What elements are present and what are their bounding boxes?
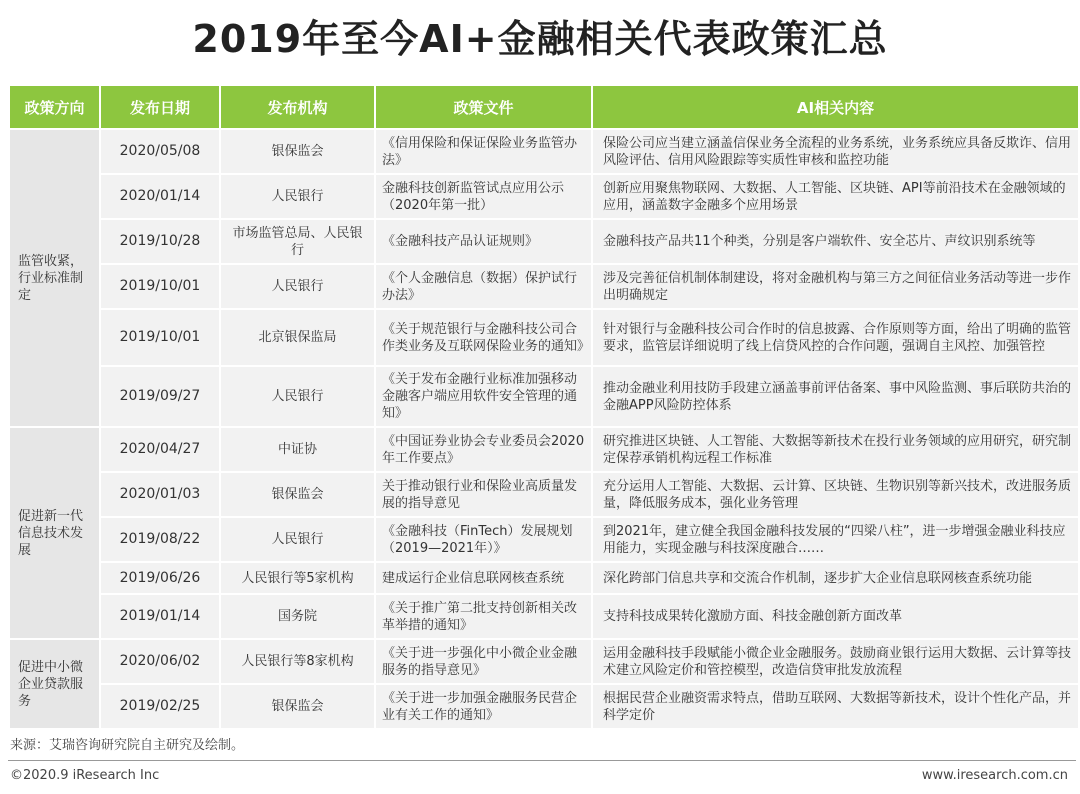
content-cell: 支持科技成果转化激励方面、科技金融创新方面改革 [593, 595, 1078, 638]
date-cell: 2019/10/01 [101, 265, 219, 308]
content-cell: 研究推进区块链、人工智能、大数据等新技术在投行业务领域的应用研究，研究制定保荐承销机构远程工作标准 [593, 428, 1078, 471]
date-cell: 2020/05/08 [101, 130, 219, 173]
document-cell: 《个人金融信息（数据）保护试行办法》 [376, 265, 591, 308]
date-cell: 2019/09/27 [101, 367, 219, 426]
agency-cell: 市场监管总局、人民银行 [221, 220, 374, 263]
agency-cell: 人民银行 [221, 518, 374, 561]
header-policy-document: 政策文件 [376, 86, 591, 128]
content-cell: 推动金融业利用技防手段建立涵盖事前评估备案、事中风险监测、事后联防共治的金融APP风险防控体系 [593, 367, 1078, 426]
content-cell: 涉及完善征信机制体制建设，将对金融机构与第三方之间征信业务活动等进一步作出明确规定 [593, 265, 1078, 308]
content-cell: 充分运用人工智能、大数据、云计算、区块链、生物识别等新兴技术，改进服务质量，降低服务成本，强化业务管理 [593, 473, 1078, 516]
document-cell: 金融科技创新监管试点应用公示（2020年第一批） [376, 175, 591, 218]
agency-cell: 中证协 [221, 428, 374, 471]
content-cell: 根据民营企业融资需求特点，借助互联网、大数据等新技术，设计个性化产品，并科学定价 [593, 685, 1078, 728]
document-cell: 《金融科技（FinTech）发展规划（2019—2021年）》 [376, 518, 591, 561]
header-issuing-agency: 发布机构 [221, 86, 374, 128]
agency-cell: 人民银行等8家机构 [221, 640, 374, 683]
table-row [10, 265, 1078, 308]
document-cell: 《关于进一步加强金融服务民营企业有关工作的通知》 [376, 685, 591, 728]
table-row [10, 367, 1078, 426]
document-cell: 《关于进一步强化中小微企业金融服务的指导意见》 [376, 640, 591, 683]
date-cell: 2020/01/14 [101, 175, 219, 218]
website-text: www.iresearch.com.cn [921, 768, 1068, 783]
source-note: 来源：艾瑞咨询研究院自主研究及绘制。 [10, 738, 245, 753]
table-row [10, 310, 1078, 365]
agency-cell: 北京银保监局 [221, 310, 374, 365]
page-title: 2019年至今AI+金融相关代表政策汇总 [192, 17, 888, 61]
date-cell: 2020/06/02 [101, 640, 219, 683]
agency-cell: 人民银行 [221, 175, 374, 218]
table-row [10, 473, 1078, 516]
agency-cell: 人民银行 [221, 367, 374, 426]
date-cell: 2019/01/14 [101, 595, 219, 638]
document-cell: 关于推动银行业和保险业高质量发展的指导意见 [376, 473, 591, 516]
date-cell: 2019/10/01 [101, 310, 219, 365]
agency-cell: 银保监会 [221, 130, 374, 173]
header-policy-direction: 政策方向 [10, 86, 99, 128]
table-row [10, 685, 1078, 728]
document-cell: 《关于发布金融行业标准加强移动金融客户端应用软件安全管理的通知》 [376, 367, 591, 426]
table-header-row [10, 86, 1078, 128]
policy-table [8, 84, 1080, 730]
table-row [10, 130, 1078, 173]
document-cell: 《金融科技产品认证规则》 [376, 220, 591, 263]
date-cell: 2019/02/25 [101, 685, 219, 728]
date-cell: 2020/04/27 [101, 428, 219, 471]
table-row [10, 563, 1078, 593]
table-row [10, 175, 1078, 218]
content-cell: 金融科技产品共11个种类，分别是客户端软件、安全芯片、声纹识别系统等 [593, 220, 1078, 263]
document-cell: 《关于推广第二批支持创新相关改革举措的通知》 [376, 595, 591, 638]
content-cell: 创新应用聚焦物联网、大数据、人工智能、区块链、API等前沿技术在金融领域的应用，涵盖数字金融多个应用场景 [593, 175, 1078, 218]
header-release-date: 发布日期 [101, 86, 219, 128]
agency-cell: 银保监会 [221, 685, 374, 728]
table-row [10, 220, 1078, 263]
copyright-text: ©2020.9 iResearch Inc [10, 768, 160, 783]
document-cell: 《关于规范银行与金融科技公司合作类业务及互联网保险业务的通知》 [376, 310, 591, 365]
document-cell: 《中国证券业协会专业委员会2020年工作要点》 [376, 428, 591, 471]
category-cell: 促进新一代信息技术发展 [10, 428, 99, 638]
date-cell: 2019/10/28 [101, 220, 219, 263]
footer-divider [8, 760, 1076, 761]
date-cell: 2020/01/03 [101, 473, 219, 516]
content-cell: 深化跨部门信息共享和交流合作机制，逐步扩大企业信息联网核查系统功能 [593, 563, 1078, 593]
content-cell: 保险公司应当建立涵盖信保业务全流程的业务系统，业务系统应具备反欺诈、信用风险评估、信用风险跟踪等实质性审核和监控功能 [593, 130, 1078, 173]
header-ai-content: AI相关内容 [593, 86, 1078, 128]
category-cell: 促进中小微企业贷款服务 [10, 640, 99, 728]
content-cell: 针对银行与金融科技公司合作时的信息披露、合作原则等方面，给出了明确的监管要求，监管层详细说明了线上信贷风控的合作问题，强调自主风控、加强管控 [593, 310, 1078, 365]
table-row [10, 428, 1078, 471]
table-row [10, 640, 1078, 683]
agency-cell: 人民银行等5家机构 [221, 563, 374, 593]
content-cell: 到2021年，建立健全我国金融科技发展的“四梁八柱”，进一步增强金融业科技应用能力，实现金融与科技深度融合…… [593, 518, 1078, 561]
category-cell: 监管收紧，行业标准制定 [10, 130, 99, 426]
date-cell: 2019/08/22 [101, 518, 219, 561]
table-row [10, 518, 1078, 561]
agency-cell: 银保监会 [221, 473, 374, 516]
table-row [10, 595, 1078, 638]
agency-cell: 人民银行 [221, 265, 374, 308]
date-cell: 2019/06/26 [101, 563, 219, 593]
document-cell: 建成运行企业信息联网核查系统 [376, 563, 591, 593]
content-cell: 运用金融科技手段赋能小微企业金融服务。鼓励商业银行运用大数据、云计算等技术建立风险定价和管控模型，改造信贷审批发放流程 [593, 640, 1078, 683]
document-cell: 《信用保险和保证保险业务监管办法》 [376, 130, 591, 173]
agency-cell: 国务院 [221, 595, 374, 638]
